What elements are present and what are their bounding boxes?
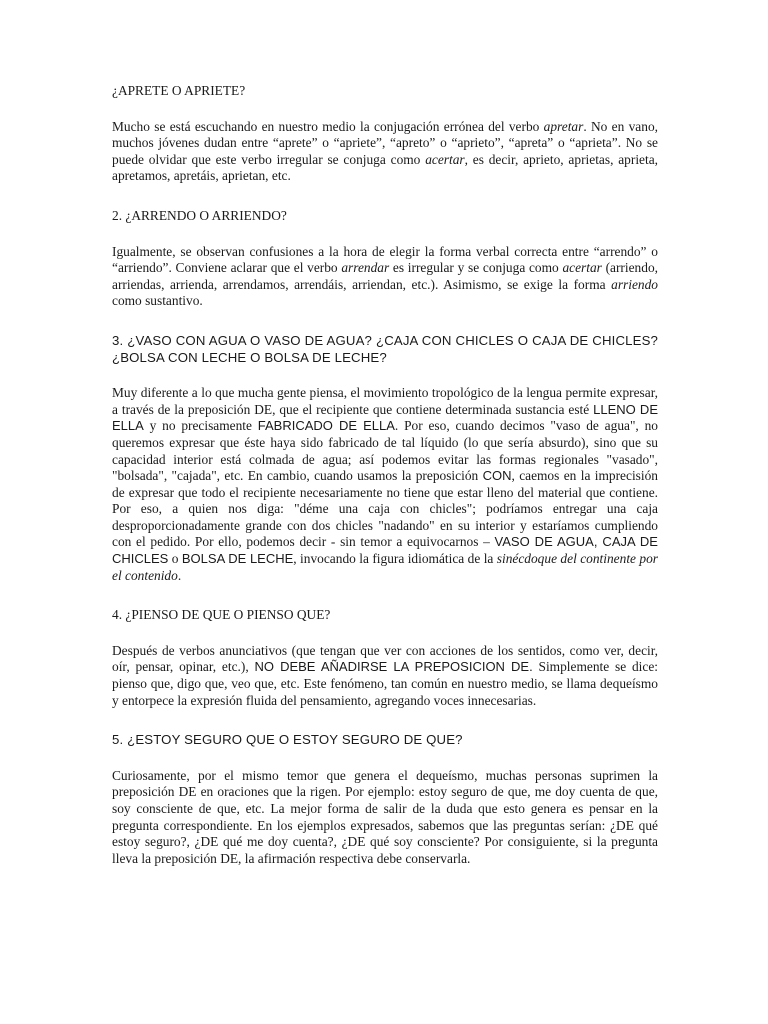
text-run: o	[168, 551, 182, 567]
document-page	[112, 83, 658, 890]
emphasis-run: FABRICADO DE ELLA	[257, 418, 395, 434]
text-run: (arriendo, arriendas, arrienda, arrendamos, arrendáis, arriendan, etc.). Asimismo, se exige la forma	[112, 260, 658, 292]
italic-term: arriendo	[611, 276, 658, 292]
section-1-paragraph	[112, 119, 658, 185]
text-run: , invocando la figura idiomática de la	[293, 551, 497, 567]
emphasis-run: BOLSA DE LECHE	[181, 551, 294, 567]
section-3-paragraph	[112, 385, 658, 584]
text-run: , es decir, aprieto, aprietas, aprieta, apretamos, apretáis, aprietan, etc.	[112, 151, 658, 184]
text-run: Simplemente se dice: pienso que, digo que, veo que, etc. Este fenómeno, tan común en nuestro medio, se llama dequeísmo y entorpece la expresión fluida del pensamiento, agregando voces innecesarias.	[112, 659, 658, 708]
text-run: . Por eso, cuando decimos "vaso de agua", no queremos expresar que éste haya sido fabricado de tal líquido (lo que sería absurdo), sino que su capacidad interior está colmada de agua; así podemos evitar las formas regionales "vasado", "bolsada", "cajada", etc. En cambio, cuando usamos la preposición	[112, 418, 658, 484]
section-4-title: 4. ¿PIENSO DE QUE O PIENSO QUE?	[112, 607, 331, 623]
text-run: Igualmente, se observan confusiones a la hora de elegir la forma verbal correcta entre “arrendo” o “arriendo”. Conviene aclarar que el verbo	[112, 243, 658, 276]
italic-term: arrendar	[341, 260, 390, 276]
italic-term: sinécdoque del continente por el contenido	[112, 551, 658, 583]
italic-term: acertar	[425, 151, 465, 167]
text-run: , caemos en la imprecisión de expresar que todo el recipiente necesariamente no tiene que estar lleno del material que contiene. Por eso, a quien nos diga: "déme una caja con chicles"; podríamos entregar una caja desproporcionadamente grande con dos chicles "nadando" en su interior y estaríamos cumpliendo con el pedido. Por ello, podemos decir - sin temor a equivocarnos –	[112, 468, 658, 550]
text-run: . No en vano, muchos jóvenes dudan entre “aprete” o “apriete”, “apreto” o “aprieto”, “apreta” o “aprieta”. No se puede olvidar que este verbo irregular se conjuga como	[112, 118, 658, 167]
section-5-title: 5. ¿ESTOY SEGURO QUE O ESTOY SEGURO DE QUE?	[112, 732, 463, 748]
text-run: como sustantivo.	[112, 293, 203, 309]
text-run: y no precisamente	[143, 418, 258, 434]
italic-term: acertar	[562, 260, 602, 276]
text-run: Mucho se está escuchando en nuestro medio la conjugación errónea del verbo	[112, 118, 544, 134]
section-2-title: 2. ¿ARRENDO O ARRIENDO?	[112, 207, 287, 223]
emphasis-run: VASO DE AGUA, CAJA DE CHICLES	[112, 534, 658, 567]
text-run: Muy diferente a lo que mucha gente piensa, el movimiento tropológico de la lengua permite expresar, a través de la preposición DE, que el recipiente que contiene determinada sustancia esté	[112, 385, 658, 417]
emphasis-run: NO DEBE AÑADIRSE LA PREPOSICION DE.	[254, 659, 533, 675]
italic-term: apretar	[543, 118, 584, 134]
text-run: .	[177, 567, 182, 583]
emphasis-run: LLENO DE ELLA	[112, 401, 658, 434]
text-run: es irregular y se conjuga como	[389, 260, 563, 276]
section-4-paragraph	[112, 643, 658, 709]
section-5-paragraph: Curiosamente, por el mismo temor que genera el dequeísmo, muchas personas suprimen la preposición DE en oraciones que la rigen. Por ejemplo: estoy seguro de que, me doy cuenta de que, soy consciente de que, etc. La mejor forma de salir de la duda que esto genera es pensar en la pregunta correspondiente. En los ejemplos expresados, sabemos que las preguntas serían: ¿DE qué estoy seguro?, ¿DE qué me doy cuenta?, ¿DE qué soy consciente? Por consiguiente, si la pregunta lleva la preposición DE, la afirmación respectiva debe conservarla.	[112, 767, 658, 866]
section-1-title: ¿APRETE O APRIETE?	[112, 83, 246, 98]
section-2-paragraph	[112, 244, 658, 310]
text-run: Después de verbos anunciativos (que tengan que ver con acciones de los sentidos, como ver, decir, oír, pensar, opinar, etc.),	[112, 642, 658, 675]
section-3-title: 3. ¿VASO CON AGUA O VASO DE AGUA? ¿CAJA CON CHICLES O CAJA DE CHICLES? ¿BOLSA CON LECHE O BOLSA DE LECHE?	[112, 332, 658, 365]
emphasis-run: CON	[482, 468, 512, 484]
